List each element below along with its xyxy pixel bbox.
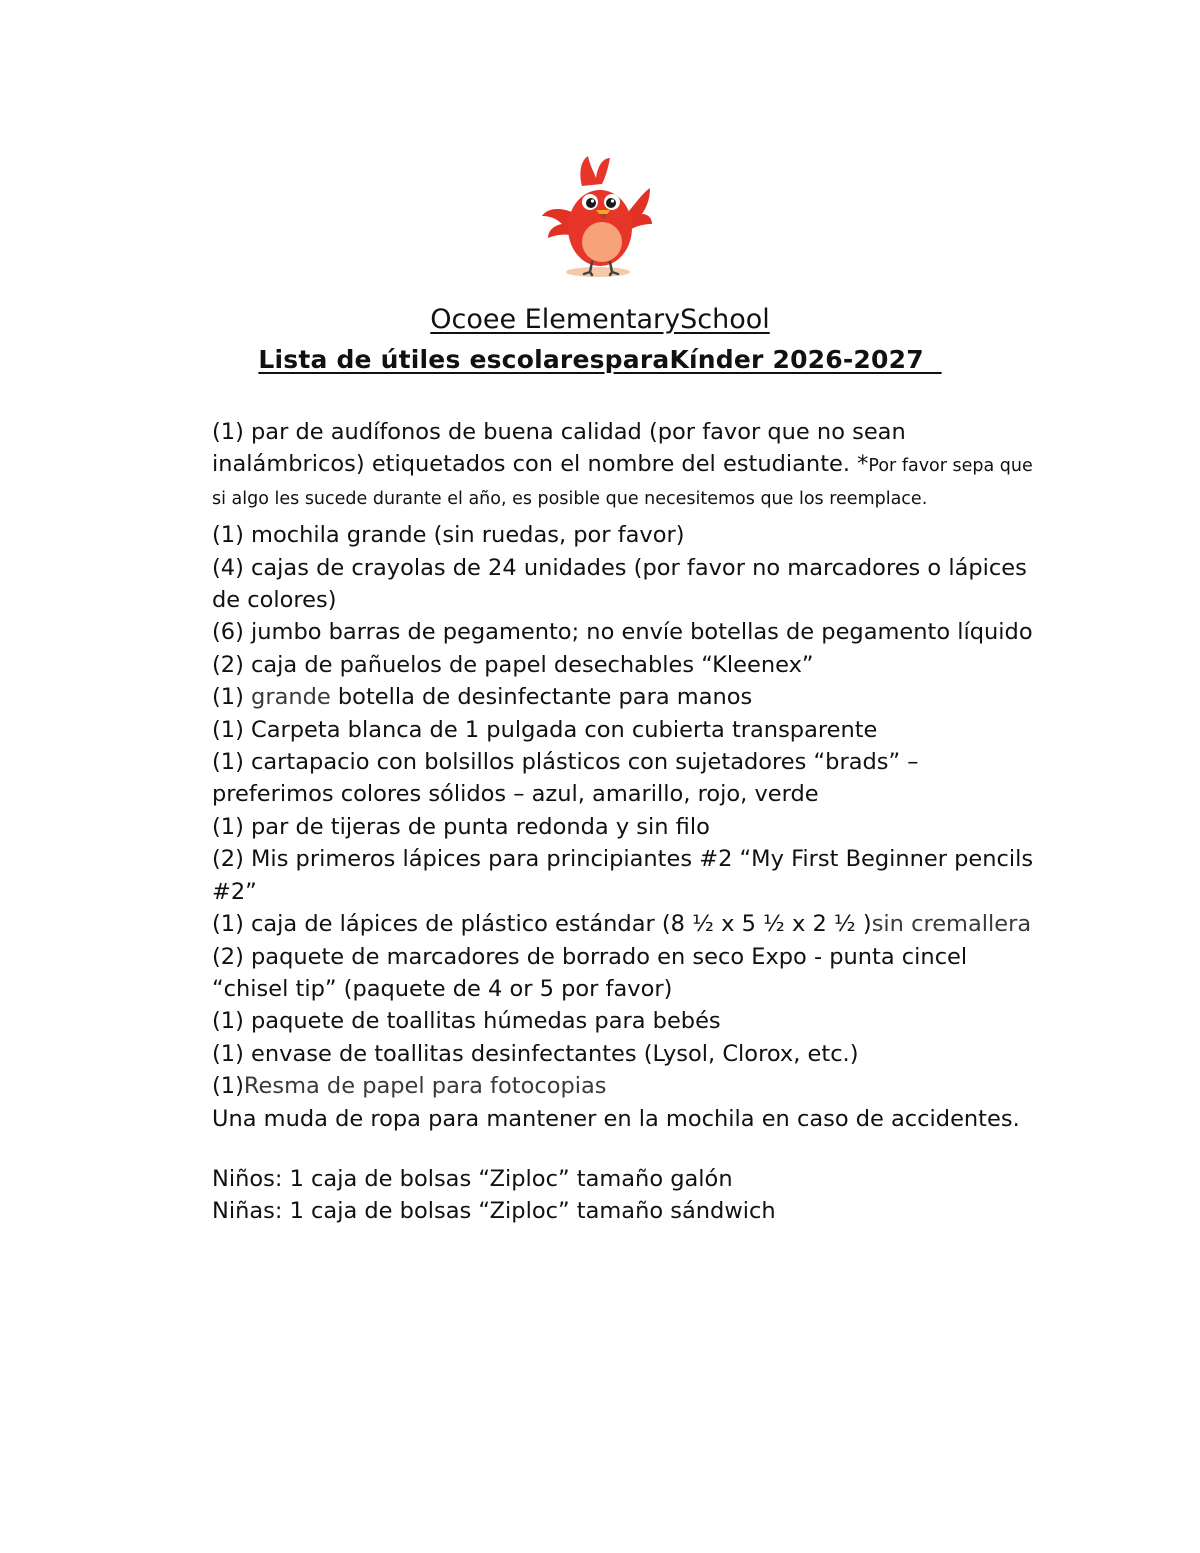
item-prefix: (1) xyxy=(212,1073,244,1100)
list-item-sanitizer xyxy=(212,681,1042,713)
list-item-tissues: (2) caja de pañuelos de papel desechables “Kleenex” xyxy=(212,651,814,678)
item-soft-text: Resma de papel para fotocopias xyxy=(243,1073,607,1100)
list-item-binder: (1) Carpeta blanca de 1 pulgada con cubierta transparente xyxy=(212,716,878,743)
supply-list xyxy=(212,416,1042,1135)
list-item-headphones xyxy=(212,416,1042,513)
item-soft-text: grande xyxy=(251,684,331,711)
item-text: botella de desinfectante para manos xyxy=(330,684,753,711)
list-item-backpack: (1) mochila grande (sin ruedas, por favor) xyxy=(212,522,685,549)
item-soft-text: sin cremallera xyxy=(871,911,1032,938)
document-header xyxy=(0,300,1200,380)
item-text: (1) caja de lápices de plástico estándar (8 ½ x 5 ½ x 2 ½ ) xyxy=(212,911,872,938)
list-item-markers: (2) paquete de marcadores de borrado en seco Expo - punta cincel “chisel tip” (paquete de 4 or 5 por favor) xyxy=(212,943,968,1002)
list-item-scissors: (1) par de tijeras de punta redonda y sin filo xyxy=(212,813,710,840)
list-item-pencils: (2) Mis primeros lápices para principiantes #2 “My First Beginner pencils #2” xyxy=(212,846,1034,905)
list-item-crayons: (4) cajas de crayolas de 24 unidades (por favor no marcadores o lápices de colores) xyxy=(212,554,1027,614)
boys-item: Niños: 1 caja de bolsas “Ziploc” tamaño galón xyxy=(212,1166,733,1192)
girls-item: Niñas: 1 caja de bolsas “Ziploc” tamaño sándwich xyxy=(212,1198,776,1225)
gender-specific-items xyxy=(212,1163,1042,1228)
list-item-pencil-box xyxy=(212,908,1042,940)
school-name: Ocoee ElementarySchool xyxy=(430,304,770,335)
red-cardinal-bird-icon xyxy=(538,150,658,280)
list-item-folder: (1) cartapacio con bolsillos plásticos con sujetadores “brads” – preferimos colores sólidos – azul, amarillo, rojo, verde xyxy=(212,749,919,808)
list-item-copy-paper xyxy=(212,1070,1042,1102)
list-item-disinfectant-wipes: (1) envase de toallitas desinfectantes (Lysol, Clorox, etc.) xyxy=(212,1040,859,1067)
item-note: Por favor sepa que si algo les sucede durante el año, es posible que necesitemos que los reemplace. xyxy=(212,456,1033,509)
item-prefix: (1) xyxy=(212,684,252,711)
list-item-glue: (6) jumbo barras de pegamento; no envíe botellas de pegamento líquido xyxy=(212,619,1033,646)
list-item-baby-wipes: (1) paquete de toallitas húmedas para bebés xyxy=(212,1008,721,1035)
list-item-clothes: Una muda de ropa para mantener en la mochila en caso de accidentes. xyxy=(212,1105,1020,1132)
list-title: Lista de útiles escolaresparaKínder 2026-2027 xyxy=(258,345,942,374)
item-text: (1) par de audífonos de buena calidad (por favor que no sean inalámbricos) etiquetados con el nombre del estudiante. * xyxy=(212,419,906,478)
